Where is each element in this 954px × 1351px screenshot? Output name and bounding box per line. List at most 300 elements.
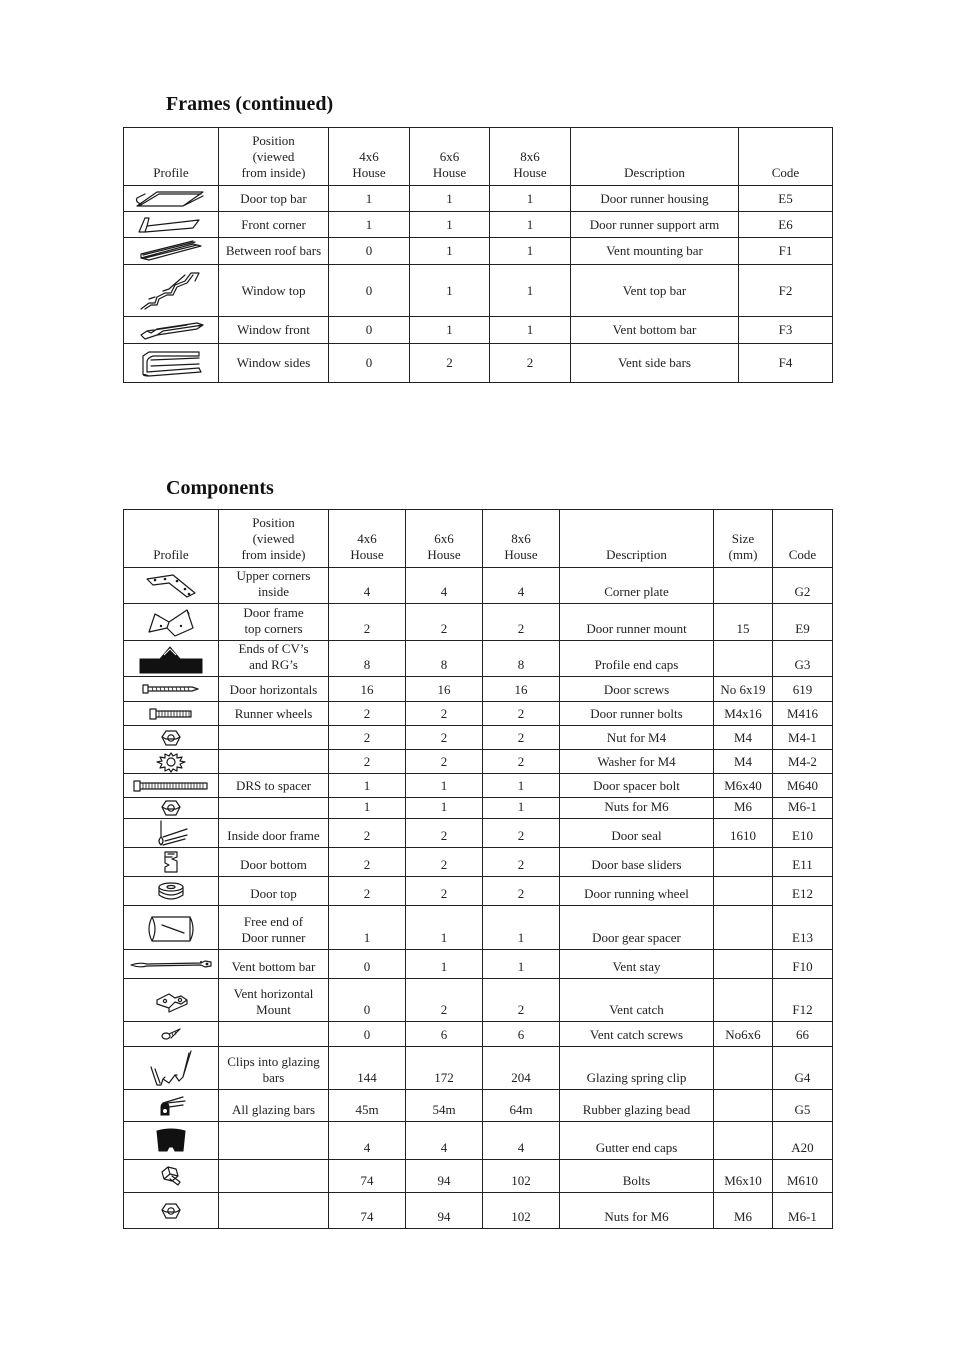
size-cell <box>714 641 773 677</box>
size-cell <box>714 979 773 1022</box>
qty-6x6-cell: 6 <box>406 1022 483 1047</box>
description-cell: Door base sliders <box>560 848 714 877</box>
size-cell: No 6x19 <box>714 677 773 702</box>
code-cell: E12 <box>773 877 833 906</box>
description-cell: Door runner mount <box>560 604 714 641</box>
profile-cell <box>124 568 219 604</box>
size-cell: No6x6 <box>714 1022 773 1047</box>
profile-end-cap-icon <box>124 643 218 675</box>
position-cell <box>219 848 329 877</box>
profile-cell <box>124 877 219 906</box>
qty-8x6-cell: 1 <box>483 906 560 950</box>
profile-cell <box>124 641 219 677</box>
qty-6x6-cell: 2 <box>406 877 483 906</box>
qty-4x6-cell: 0 <box>329 344 410 383</box>
table-row <box>124 568 833 604</box>
table-row <box>124 819 833 848</box>
qty-8x6-cell: 4 <box>483 568 560 604</box>
table-row <box>124 1193 833 1229</box>
qty-6x6-cell: 94 <box>406 1160 483 1193</box>
size-cell: M6x40 <box>714 774 773 798</box>
qty-8x6-cell: 64m <box>483 1090 560 1122</box>
code-cell: F4 <box>739 344 833 383</box>
code-cell: E9 <box>773 604 833 641</box>
washer-icon <box>124 751 218 773</box>
qty-8x6-cell: 102 <box>483 1193 560 1229</box>
profile-cell <box>124 819 219 848</box>
col-header-size: Size (mm) <box>714 510 773 568</box>
position-cell <box>219 750 329 774</box>
qty-4x6-cell: 2 <box>329 819 406 848</box>
code-cell: M416 <box>773 702 833 726</box>
description-cell: Vent catch <box>560 979 714 1022</box>
vent-catch-screw-icon <box>124 1027 218 1041</box>
code-cell: M4-1 <box>773 726 833 750</box>
table-row <box>124 212 833 238</box>
table-row <box>124 979 833 1022</box>
qty-8x6-cell: 2 <box>483 848 560 877</box>
col-header-description: Description <box>571 128 739 186</box>
nut-icon <box>124 798 218 818</box>
profile-cell <box>124 677 219 702</box>
code-cell: F12 <box>773 979 833 1022</box>
col-header-code: Code <box>773 510 833 568</box>
qty-4x6-cell: 0 <box>329 1022 406 1047</box>
profile-cell <box>124 186 219 212</box>
size-cell: M4 <box>714 750 773 774</box>
position-cell <box>219 1090 329 1122</box>
position-line: and RG’s <box>249 657 298 672</box>
code-cell: E5 <box>739 186 833 212</box>
description-cell: Vent stay <box>560 950 714 979</box>
table-row <box>124 677 833 702</box>
qty-4x6-cell: 2 <box>329 726 406 750</box>
qty-4x6-cell: 1 <box>329 774 406 798</box>
position-line: Ends of CV’s <box>238 641 309 656</box>
door-screw-icon <box>124 683 218 695</box>
size-cell <box>714 906 773 950</box>
code-cell: E13 <box>773 906 833 950</box>
code-cell: G3 <box>773 641 833 677</box>
description-cell: Vent top bar <box>571 265 739 317</box>
description-cell: Nuts for M6 <box>560 798 714 819</box>
col-header-8x6-house: 8x6 House <box>490 128 571 186</box>
col-header-6x6-house: 6x6 House <box>406 510 483 568</box>
position-line: Free end of <box>243 914 304 929</box>
description-cell: Vent mounting bar <box>571 238 739 265</box>
position-line: Clips into glazing <box>227 1054 320 1069</box>
size-cell <box>714 877 773 906</box>
size-cell: M6 <box>714 1193 773 1229</box>
profile-cell <box>124 604 219 641</box>
position-line: Runner wheels <box>234 706 313 721</box>
qty-8x6-cell: 8 <box>483 641 560 677</box>
qty-4x6-cell: 2 <box>329 750 406 774</box>
qty-6x6-cell: 16 <box>406 677 483 702</box>
position-cell <box>219 568 329 604</box>
table-row <box>124 1160 833 1193</box>
position-line: Upper corners <box>236 568 311 583</box>
size-cell <box>714 950 773 979</box>
qty-4x6-cell: 1 <box>329 906 406 950</box>
vent-top-bar-profile-icon <box>124 269 218 313</box>
code-cell: F1 <box>739 238 833 265</box>
profile-cell <box>124 950 219 979</box>
door-top-bar-profile-icon <box>124 188 218 210</box>
profile-cell <box>124 726 219 750</box>
profile-cell <box>124 344 219 383</box>
position-line: Inside door frame <box>227 828 320 843</box>
profile-cell <box>124 1047 219 1090</box>
qty-4x6-cell: 16 <box>329 677 406 702</box>
description-cell: Glazing spring clip <box>560 1047 714 1090</box>
table-row <box>124 848 833 877</box>
table-row <box>124 906 833 950</box>
qty-6x6-cell: 1 <box>406 774 483 798</box>
qty-8x6-cell: 2 <box>483 702 560 726</box>
position-cell <box>219 950 329 979</box>
position-cell <box>219 906 329 950</box>
col-header-8x6-house: 8x6 House <box>483 510 560 568</box>
qty-6x6-cell: 1 <box>406 950 483 979</box>
table-row <box>124 1090 833 1122</box>
qty-4x6-cell: 8 <box>329 641 406 677</box>
qty-6x6-cell: 1 <box>406 906 483 950</box>
qty-6x6-cell: 1 <box>410 212 490 238</box>
corner-plate-icon <box>124 571 218 601</box>
position-line: Door frame <box>243 605 304 620</box>
qty-8x6-cell: 1 <box>490 212 571 238</box>
qty-6x6-cell: 4 <box>406 1122 483 1160</box>
table-row <box>124 641 833 677</box>
frames-table <box>123 127 833 383</box>
description-cell: Door runner support arm <box>571 212 739 238</box>
qty-6x6-cell: 2 <box>406 819 483 848</box>
code-cell: G2 <box>773 568 833 604</box>
frames-section-title: Frames (continued) <box>166 93 334 115</box>
qty-4x6-cell: 0 <box>329 265 410 317</box>
qty-4x6-cell: 0 <box>329 950 406 979</box>
profile-cell <box>124 1022 219 1047</box>
qty-8x6-cell: 1 <box>490 186 571 212</box>
size-cell: M6x10 <box>714 1160 773 1193</box>
col-header-position: Position (viewed from inside) <box>219 510 329 568</box>
col-header-profile: Profile <box>124 128 219 186</box>
qty-8x6-cell: 16 <box>483 677 560 702</box>
description-cell: Door running wheel <box>560 877 714 906</box>
qty-6x6-cell: 1 <box>410 186 490 212</box>
qty-6x6-cell: 1 <box>410 265 490 317</box>
size-cell <box>714 848 773 877</box>
size-cell: 15 <box>714 604 773 641</box>
position-cell <box>219 1022 329 1047</box>
position-line: bars <box>262 1070 285 1085</box>
qty-8x6-cell: 1 <box>483 774 560 798</box>
code-cell: M610 <box>773 1160 833 1193</box>
door-runner-mount-icon <box>124 606 218 638</box>
position-line: inside <box>257 584 290 599</box>
position-cell <box>219 702 329 726</box>
code-cell: E10 <box>773 819 833 848</box>
nut-icon <box>124 728 218 748</box>
qty-8x6-cell: 1 <box>490 238 571 265</box>
components-table <box>123 509 833 1229</box>
table-row <box>124 1022 833 1047</box>
position-cell <box>219 819 329 848</box>
description-cell: Door runner housing <box>571 186 739 212</box>
code-cell: 66 <box>773 1022 833 1047</box>
qty-8x6-cell: 2 <box>483 979 560 1022</box>
qty-8x6-cell: 1 <box>490 317 571 344</box>
rubber-glazing-bead-icon <box>124 1095 218 1117</box>
position-cell: Door top bar <box>219 186 329 212</box>
qty-4x6-cell: 74 <box>329 1160 406 1193</box>
position-line: DRS to spacer <box>235 778 312 793</box>
qty-6x6-cell: 2 <box>406 726 483 750</box>
code-cell: M640 <box>773 774 833 798</box>
description-cell: Rubber glazing bead <box>560 1090 714 1122</box>
position-cell: Between roof bars <box>219 238 329 265</box>
table-row <box>124 1122 833 1160</box>
code-cell: A20 <box>773 1122 833 1160</box>
table-row <box>124 604 833 641</box>
code-cell: G4 <box>773 1047 833 1090</box>
col-header-4x6-house: 4x6 House <box>329 510 406 568</box>
position-cell <box>219 641 329 677</box>
table-row <box>124 317 833 344</box>
profile-cell <box>124 1160 219 1193</box>
qty-8x6-cell: 4 <box>483 1122 560 1160</box>
qty-8x6-cell: 2 <box>483 877 560 906</box>
qty-6x6-cell: 1 <box>410 317 490 344</box>
qty-8x6-cell: 2 <box>483 604 560 641</box>
qty-8x6-cell: 204 <box>483 1047 560 1090</box>
position-cell <box>219 1047 329 1090</box>
table-row <box>124 238 833 265</box>
door-gear-spacer-icon <box>124 911 218 945</box>
components-header-row <box>124 510 833 568</box>
qty-8x6-cell: 2 <box>483 726 560 750</box>
door-spacer-bolt-icon <box>124 779 218 793</box>
position-cell <box>219 1193 329 1229</box>
size-cell: M6 <box>714 798 773 819</box>
qty-4x6-cell: 2 <box>329 848 406 877</box>
description-cell: Vent catch screws <box>560 1022 714 1047</box>
qty-6x6-cell: 2 <box>410 344 490 383</box>
profile-cell <box>124 848 219 877</box>
description-cell: Door runner bolts <box>560 702 714 726</box>
qty-6x6-cell: 94 <box>406 1193 483 1229</box>
table-row <box>124 344 833 383</box>
table-row <box>124 798 833 819</box>
position-line: Vent bottom bar <box>231 959 316 974</box>
frames-header-row <box>124 128 833 186</box>
description-cell: Vent bottom bar <box>571 317 739 344</box>
size-cell <box>714 568 773 604</box>
qty-6x6-cell: 4 <box>406 568 483 604</box>
front-corner-profile-icon <box>124 214 218 236</box>
qty-4x6-cell: 2 <box>329 604 406 641</box>
profile-cell <box>124 238 219 265</box>
size-cell: M4x16 <box>714 702 773 726</box>
profile-cell <box>124 265 219 317</box>
position-line: All glazing bars <box>231 1102 316 1117</box>
vent-bottom-bar-profile-icon <box>124 319 218 341</box>
position-cell <box>219 604 329 641</box>
profile-cell <box>124 774 219 798</box>
size-cell: 1610 <box>714 819 773 848</box>
qty-4x6-cell: 1 <box>329 212 410 238</box>
size-cell <box>714 1090 773 1122</box>
qty-6x6-cell: 2 <box>406 750 483 774</box>
description-cell: Door seal <box>560 819 714 848</box>
col-header-position: Position (viewed from inside) <box>219 128 329 186</box>
qty-4x6-cell: 74 <box>329 1193 406 1229</box>
code-cell: M6-1 <box>773 1193 833 1229</box>
qty-4x6-cell: 45m <box>329 1090 406 1122</box>
qty-4x6-cell: 2 <box>329 702 406 726</box>
code-cell: E6 <box>739 212 833 238</box>
position-cell <box>219 726 329 750</box>
table-row <box>124 877 833 906</box>
code-cell: F2 <box>739 265 833 317</box>
qty-4x6-cell: 2 <box>329 877 406 906</box>
qty-4x6-cell: 4 <box>329 1122 406 1160</box>
col-header-profile: Profile <box>124 510 219 568</box>
qty-8x6-cell: 1 <box>483 798 560 819</box>
profile-cell <box>124 979 219 1022</box>
description-cell: Gutter end caps <box>560 1122 714 1160</box>
gutter-end-cap-icon <box>124 1127 218 1155</box>
table-row <box>124 186 833 212</box>
qty-8x6-cell: 1 <box>490 265 571 317</box>
bolt-icon <box>124 1164 218 1188</box>
position-cell: Window top <box>219 265 329 317</box>
code-cell: 619 <box>773 677 833 702</box>
vent-side-bars-profile-icon <box>124 346 218 380</box>
qty-4x6-cell: 0 <box>329 317 410 344</box>
profile-cell <box>124 317 219 344</box>
position-line: Door bottom <box>240 857 307 872</box>
description-cell: Profile end caps <box>560 641 714 677</box>
position-line: Door runner <box>241 930 306 945</box>
qty-6x6-cell: 1 <box>406 798 483 819</box>
position-cell <box>219 1122 329 1160</box>
table-row <box>124 1047 833 1090</box>
qty-8x6-cell: 102 <box>483 1160 560 1193</box>
position-cell: Window front <box>219 317 329 344</box>
size-cell <box>714 1047 773 1090</box>
qty-6x6-cell: 8 <box>406 641 483 677</box>
profile-cell <box>124 1090 219 1122</box>
position-cell <box>219 774 329 798</box>
vent-catch-icon <box>124 986 218 1014</box>
code-cell: M4-2 <box>773 750 833 774</box>
code-cell: F3 <box>739 317 833 344</box>
qty-6x6-cell: 172 <box>406 1047 483 1090</box>
col-header-6x6-house: 6x6 House <box>410 128 490 186</box>
table-row <box>124 774 833 798</box>
table-row <box>124 950 833 979</box>
qty-4x6-cell: 0 <box>329 238 410 265</box>
qty-6x6-cell: 54m <box>406 1090 483 1122</box>
qty-6x6-cell: 1 <box>410 238 490 265</box>
position-line: Door top <box>250 886 297 901</box>
position-cell: Front corner <box>219 212 329 238</box>
qty-8x6-cell: 6 <box>483 1022 560 1047</box>
qty-8x6-cell: 2 <box>483 750 560 774</box>
qty-4x6-cell: 144 <box>329 1047 406 1090</box>
position-line: Vent horizontal <box>233 986 314 1001</box>
description-cell: Door screws <box>560 677 714 702</box>
col-header-description: Description <box>560 510 714 568</box>
qty-6x6-cell: 2 <box>406 848 483 877</box>
description-cell: Vent side bars <box>571 344 739 383</box>
profile-cell <box>124 750 219 774</box>
code-cell: E11 <box>773 848 833 877</box>
qty-4x6-cell: 1 <box>329 186 410 212</box>
size-cell: M4 <box>714 726 773 750</box>
code-cell: M6-1 <box>773 798 833 819</box>
col-header-code: Code <box>739 128 833 186</box>
components-section-title: Components <box>166 477 274 499</box>
position-line: Mount <box>256 1002 291 1017</box>
size-cell <box>714 1122 773 1160</box>
door-base-slider-icon <box>124 849 218 875</box>
glazing-spring-clip-icon <box>124 1047 218 1089</box>
position-cell <box>219 677 329 702</box>
position-cell <box>219 1160 329 1193</box>
nut-icon <box>124 1201 218 1221</box>
position-line: Door horizontals <box>229 682 318 697</box>
position-cell <box>219 798 329 819</box>
position-cell <box>219 877 329 906</box>
profile-cell <box>124 798 219 819</box>
description-cell: Corner plate <box>560 568 714 604</box>
description-cell: Door spacer bolt <box>560 774 714 798</box>
qty-4x6-cell: 1 <box>329 798 406 819</box>
profile-cell <box>124 1122 219 1160</box>
table-row <box>124 702 833 726</box>
description-cell: Nut for M4 <box>560 726 714 750</box>
code-cell: F10 <box>773 950 833 979</box>
qty-6x6-cell: 2 <box>406 979 483 1022</box>
table-row <box>124 265 833 317</box>
code-cell: G5 <box>773 1090 833 1122</box>
door-runner-bolt-icon <box>124 707 218 721</box>
position-cell <box>219 979 329 1022</box>
table-row <box>124 750 833 774</box>
profile-cell <box>124 212 219 238</box>
vent-stay-icon <box>124 957 218 971</box>
description-cell: Washer for M4 <box>560 750 714 774</box>
description-cell: Nuts for M6 <box>560 1193 714 1229</box>
position-line: top corners <box>244 621 303 636</box>
qty-4x6-cell: 0 <box>329 979 406 1022</box>
position-cell: Window sides <box>219 344 329 383</box>
description-cell: Bolts <box>560 1160 714 1193</box>
qty-8x6-cell: 2 <box>490 344 571 383</box>
qty-6x6-cell: 2 <box>406 604 483 641</box>
qty-8x6-cell: 1 <box>483 950 560 979</box>
door-seal-icon <box>124 819 218 847</box>
table-row <box>124 726 833 750</box>
qty-6x6-cell: 2 <box>406 702 483 726</box>
qty-4x6-cell: 4 <box>329 568 406 604</box>
door-running-wheel-icon <box>124 880 218 902</box>
col-header-4x6-house: 4x6 House <box>329 128 410 186</box>
profile-cell <box>124 906 219 950</box>
